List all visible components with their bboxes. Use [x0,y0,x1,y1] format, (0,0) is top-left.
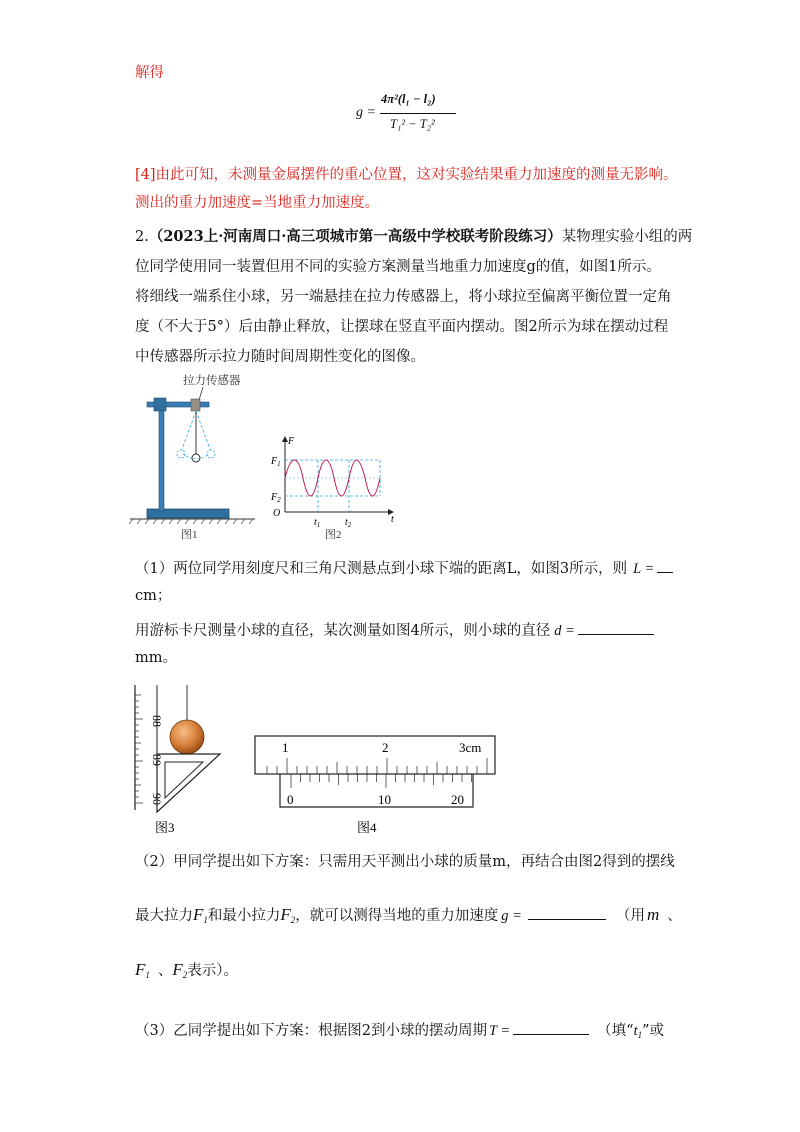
answer-blank-d[interactable] [578,620,654,635]
ruler-label-88: 88 [150,715,164,727]
part2-line1: （2）甲同学提出如下方案：只需用天平测出小球的质量m，再结合由图2得到的摆线 [135,854,675,870]
part1-unit1: cm； [135,588,172,604]
symbol-F1: $F_1$ [193,905,208,925]
question-source: （2023上·河南周口·高三项城市第一高级中学校联考阶段练习） [148,228,562,245]
graph-origin: O [273,508,281,519]
question-line-4: 中传感器所示拉力随时间周期性变化的图像。 [135,349,425,365]
fraction-bar [380,113,456,114]
swing-right-string [196,411,211,452]
measurement-figure [125,680,510,840]
pendulum-ball [192,454,200,462]
note-line-2: 测出的重力加速度=当地重力加速度。 [135,195,380,211]
ruler-label-89: 89 [150,754,164,766]
force-sensor [191,399,200,411]
triangle-ruler-inner [165,762,203,798]
question-line-1: 位同学使用同一装置但用不同的实验方案测量当地重力加速度g的值，如图1所示。 [135,259,662,275]
part2-line2: 最大拉力$F_1$和最小拉力$F_2$，就可以测得当地的重力加速度 g = （用 m 、 [135,905,682,925]
formula-numerator: 4π²(l₁ − l₂) [381,92,436,106]
caption-fig2: 图2 [325,529,342,541]
swing-left-string [181,411,196,452]
caption-fig1: 图1 [181,529,198,541]
pendulum-figure [125,372,405,542]
ruler-label-90: 90 [150,793,164,805]
ball-right-ghost [207,450,215,458]
graph-t1-label: $t_1$ [314,517,321,529]
ruler-ticks [135,695,143,803]
caliper-vernier-ticks [291,774,472,788]
sensor-leader-line [199,387,203,400]
note-line-1: [4]由此可知，未测量金属摆件的重心位置，这对实验结果重力加速度的测量无影响。 [135,167,678,183]
part1-line2: 用游标卡尺测量小球的直径，某次测量如图4所示，则小球的直径 d = [135,620,654,639]
ground-hatch [129,519,253,524]
part2-line3: $F_1$ 、$F_2$表示）。 [135,960,239,980]
ball-image [170,720,204,754]
symbol-F2-b: $F_2$ [172,960,188,980]
formula-lhs: g = [356,105,376,120]
caliper-main-2: 2 [382,740,389,755]
vernier-label-0: 0 [287,792,294,807]
vernier-label-20: 20 [451,792,464,807]
stand-rod [159,399,164,511]
answer-blank-T[interactable] [513,1020,589,1035]
caption-fig3: 图3 [155,820,175,835]
graph-x-label: t [391,514,394,525]
triangle-ruler [157,754,220,812]
part1-unit2: mm。 [135,650,177,666]
caliper-main-1: 1 [282,740,289,755]
graph-t2-label: $t_2$ [345,517,352,529]
solution-heading: 解得 [135,65,164,81]
graph-y-label: F [288,436,295,447]
symbol-F2: $F_2$ [280,905,296,925]
formula-denominator: T₁² − T₂² [390,117,435,131]
stand-clamp [154,398,166,411]
vernier-label-10: 10 [378,792,391,807]
question-number: 2. [135,229,149,245]
ball-left-ghost [177,450,185,458]
question-header [135,230,692,245]
graph-f2-label: $F_2$ [271,492,281,504]
caption-fig4: 图4 [357,820,377,835]
question-line-2: 将细线一端系住小球，另一端悬挂在拉力传感器上，将小球拉至偏离平衡位置一定角 [135,289,672,305]
caliper-main-3cm: 3cm [459,740,482,755]
answer-blank-g[interactable] [528,905,606,920]
graph-f1-label: $F_1$ [271,456,281,468]
part1-line1: （1）两位同学用刻度尺和三角尺测悬点到小球下端的距离L，如图3所示，则 L = [135,558,673,577]
gravity-formula [356,92,456,136]
symbol-t1: $t_1$ [633,1023,643,1040]
part3-line1: （3）乙同学提出如下方案：根据图2到小球的摆动周期 T = （填“$t_1$”或 [135,1020,664,1040]
answer-blank-L[interactable] [657,558,673,573]
question-line-3: 度（不大于5°）后由静止释放，让摆球在竖直平面内摆动。图2所示为球在摆动过程 [135,319,669,335]
sensor-label: 拉力传感器 [183,375,241,387]
question-line-0: 某物理实验小组的两 [561,229,693,245]
symbol-F1-b: $F_1$ [135,960,150,980]
